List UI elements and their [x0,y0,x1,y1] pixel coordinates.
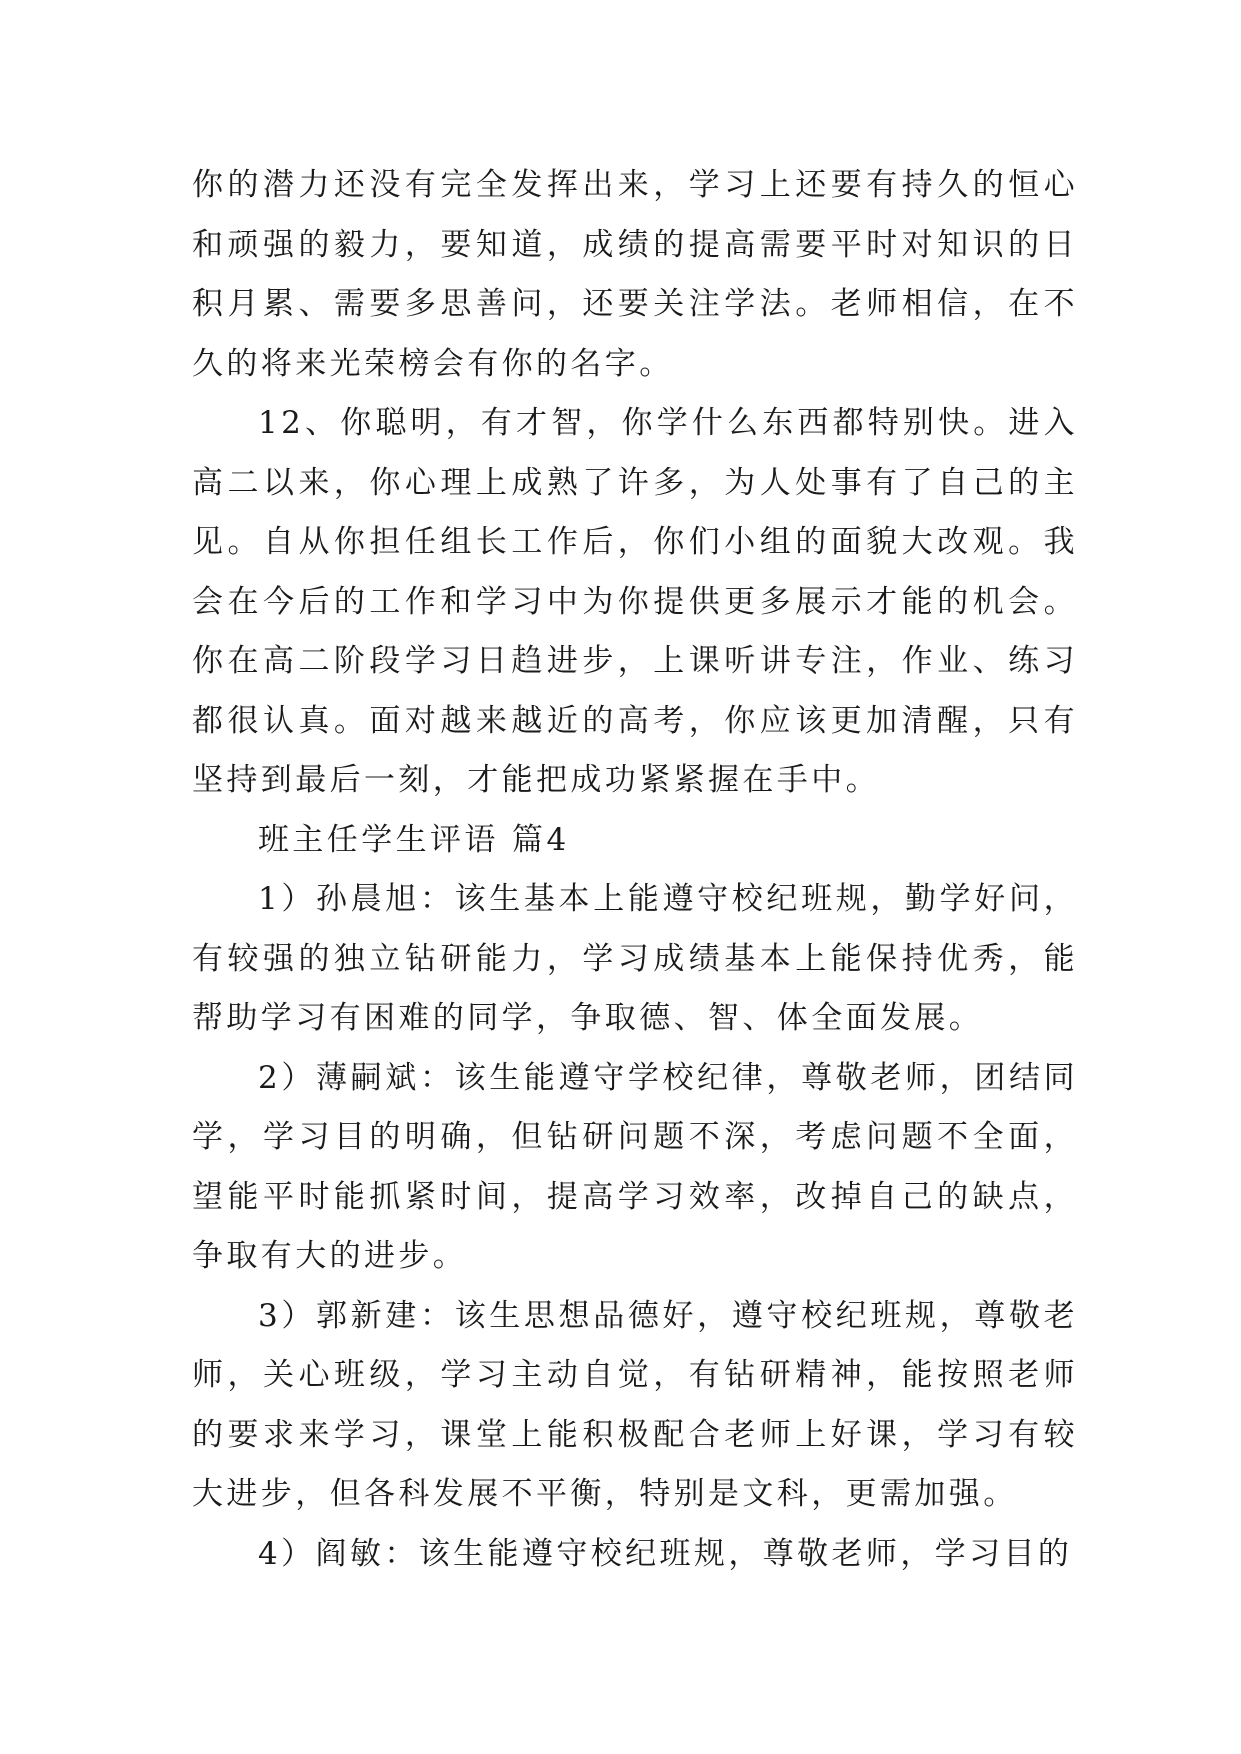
paragraph-comment-2: 2）薄嗣斌：该生能遵守学校纪律，尊敬老师，团结同学，学习目的明确，但钻研问题不深，考虑问题不全面，望能平时能抓紧时间，提高学习效率，改掉自己的缺点，争取有大的进步。 [192,1059,1078,1274]
paragraph-comment-4: 4）阎敏：该生能遵守校纪班规，尊敬老师，学习目的 [258,1535,1073,1572]
document-body [192,156,1078,1584]
paragraph-comment-12: 12、你聪明，有才智，你学什么东西都特别快。进入高二以来，你心理上成熟了许多，为人处事有了自己的主见。自从你担任组长工作后，你们小组的面貌大改观。我会在今后的工作和学习中为你提供更多展示才能的机会。你在高二阶段学习日趋进步，上课听讲专注，作业、练习都很认真。面对越来越近的高考，你应该更加清醒，只有坚持到最后一刻，才能把成功紧紧握在手中。 [192,405,1078,798]
paragraph-comment-3: 3）郭新建：该生思想品德好，遵守校纪班规，尊敬老师，关心班级，学习主动自觉，有钻研精神，能按照老师的要求来学习，课堂上能积极配合老师上好课，学习有较大进步，但各科发展不平衡，特别是文科，更需加强。 [192,1297,1078,1512]
paragraph-comment-1: 1）孙晨旭：该生基本上能遵守校纪班规，勤学好问，有较强的独立钻研能力，学习成绩基本上能保持优秀，能帮助学习有困难的同学，争取德、智、体全面发展。 [192,881,1078,1036]
section-heading: 班主任学生评语 篇4 [258,821,570,858]
paragraph-intro: 你的潜力还没有完全发挥出来，学习上还要有持久的恒心和顽强的毅力，要知道，成绩的提高需要平时对知识的日积月累、需要多思善问，还要关注学法。老师相信，在不久的将来光荣榜会有你的名字。 [192,167,1078,382]
